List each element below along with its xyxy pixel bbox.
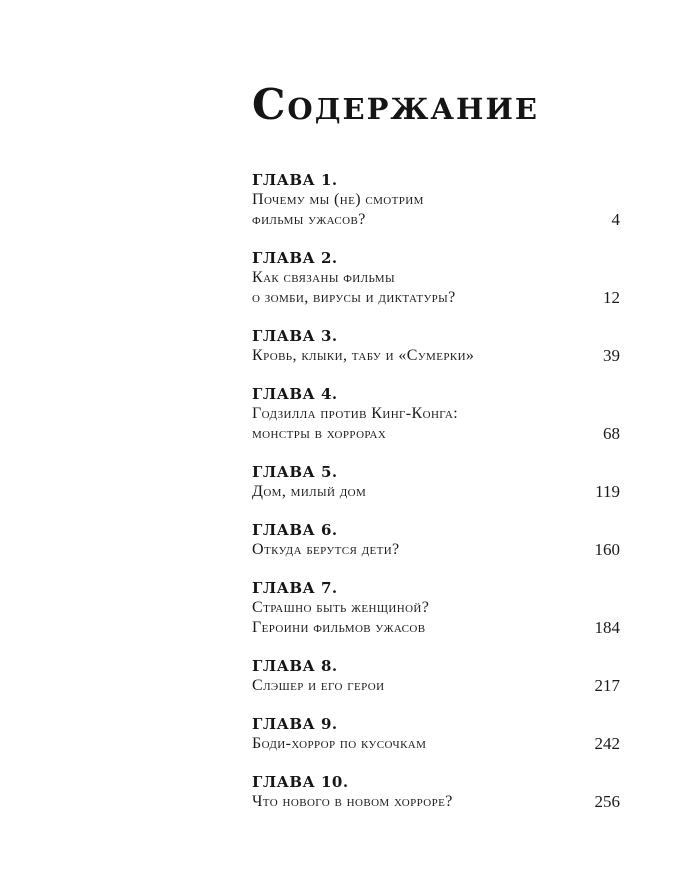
chapter-label: ГЛАВА 3. [252,327,338,345]
chapter-label: ГЛАВА 7. [252,579,338,597]
chapter-title [252,792,576,812]
page-number: 160 [594,540,620,559]
chapter-label: ГЛАВА 1. [252,171,338,189]
page-title: Содержание [252,80,539,129]
chapter-title-line: Как связаны фильмы [252,269,395,286]
page-number: 39 [603,346,620,365]
toc-entry-7[interactable] [252,578,620,638]
page-number: 119 [595,482,620,501]
chapter-label: ГЛАВА 10. [252,773,349,791]
chapter-title-line: Кровь, клыки, табу и «Сумерки» [252,347,475,364]
chapter-label: ГЛАВА 9. [252,715,338,733]
toc-entry-2[interactable] [252,248,620,308]
chapter-label: ГЛАВА 6. [252,521,338,539]
toc-entry-1[interactable] [252,170,620,230]
toc-entry-8[interactable] [252,656,620,696]
toc-entry-row [252,676,620,696]
chapter-label: ГЛАВА 2. [252,249,338,267]
chapter-title-line: Страшно быть женщиной? [252,599,430,616]
chapter-title-line: Слэшер и его герои [252,677,385,694]
chapter-title [252,676,576,696]
chapter-title [252,190,576,230]
chapter-label: ГЛАВА 8. [252,657,338,675]
chapter-title-line: монстры в хоррорах [252,425,387,442]
page-number: 68 [603,424,620,443]
chapter-title [252,598,576,638]
toc-entry-3[interactable] [252,326,620,366]
table-of-contents [252,170,620,830]
toc-entry-row [252,540,620,560]
toc-entry-row [252,404,620,444]
toc-entry-row [252,598,620,638]
chapter-title [252,482,576,502]
chapter-label: ГЛАВА 5. [252,463,338,481]
toc-entry-row [252,734,620,754]
chapter-title-line: Откуда берутся дети? [252,541,400,558]
page-number: 217 [594,676,620,695]
chapter-title-line: о зомби, вирусы и диктатуры? [252,289,456,306]
toc-entry-6[interactable] [252,520,620,560]
page-number: 184 [594,618,620,637]
chapter-title-line: Что нового в новом хорроре? [252,793,453,810]
chapter-title-line: Дом, милый дом [252,483,367,500]
toc-entry-9[interactable] [252,714,620,754]
chapter-title [252,346,576,366]
toc-entry-row [252,268,620,308]
chapter-title [252,734,576,754]
chapter-title-line: Героини фильмов ужасов [252,619,426,636]
toc-entry-4[interactable] [252,384,620,444]
chapter-title [252,404,576,444]
toc-entry-5[interactable] [252,462,620,502]
page-number: 256 [594,792,620,811]
chapter-title-line: Боди-хоррор по кусочкам [252,735,427,752]
toc-entry-row [252,190,620,230]
page-number: 12 [603,288,620,307]
chapter-title [252,540,576,560]
page-number: 4 [611,210,620,229]
chapter-title-line: фильмы ужасов? [252,211,366,228]
chapter-title-line: Годзилла против Кинг-Конга: [252,405,459,422]
toc-entry-row [252,346,620,366]
chapter-label: ГЛАВА 4. [252,385,338,403]
chapter-title-line: Почему мы (не) смотрим [252,191,424,208]
toc-entry-10[interactable] [252,772,620,812]
toc-entry-row [252,792,620,812]
chapter-title [252,268,576,308]
page-number: 242 [594,734,620,753]
toc-entry-row [252,482,620,502]
